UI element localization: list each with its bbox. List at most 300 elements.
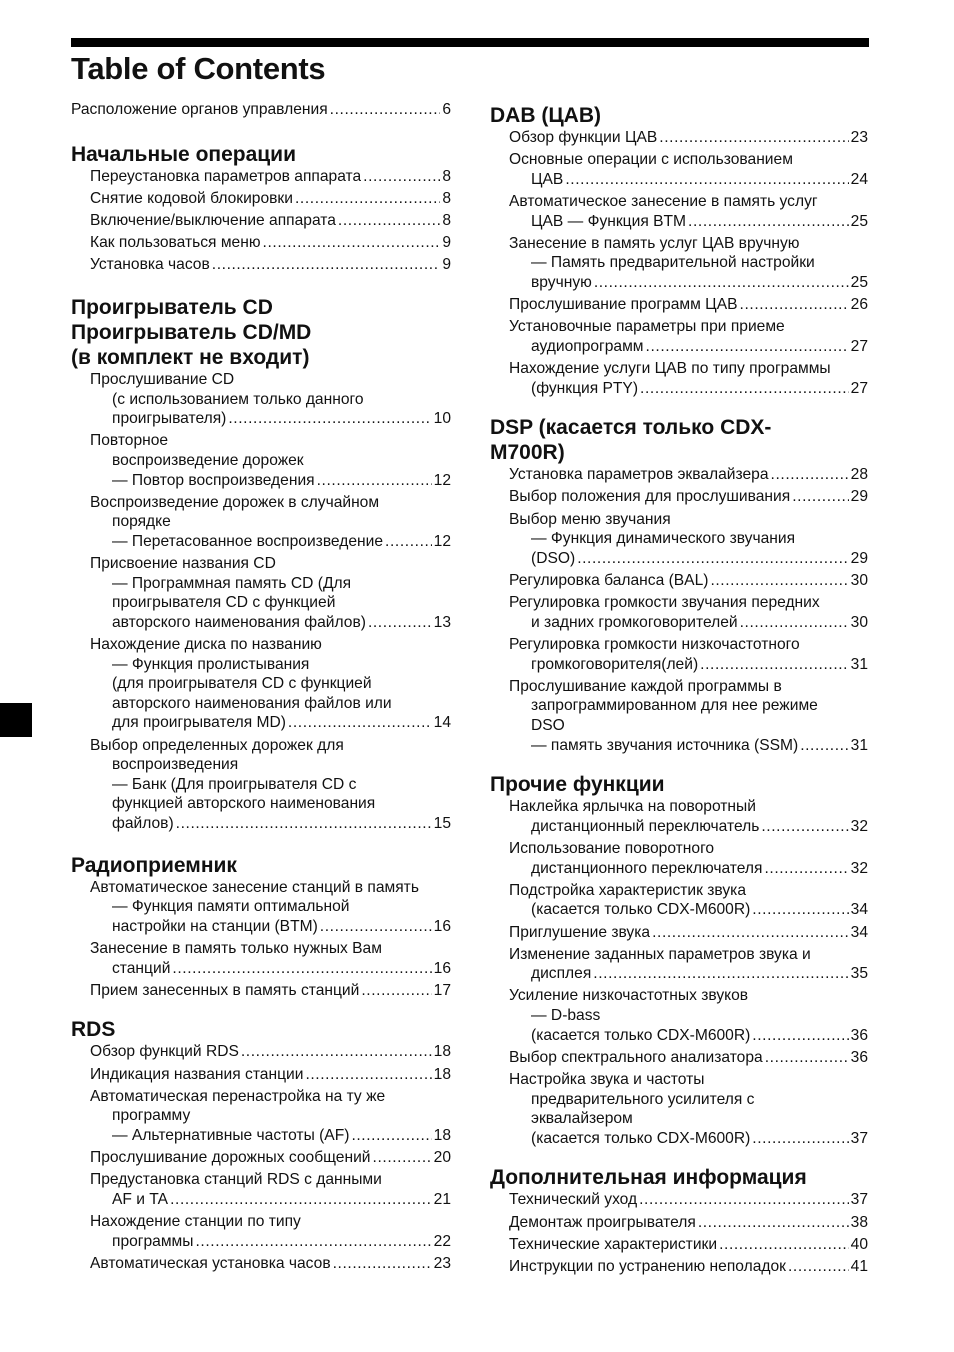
toc-entry-line: (с использованием только данного [112,390,364,408]
dot-leader [765,1048,849,1068]
dot-leader [752,1026,848,1046]
page-number: 30 [850,613,868,631]
section-rds [71,1017,451,1273]
toc-entry [490,192,868,231]
toc-entry-text: — Перетасованное воспроизведение [112,532,384,550]
toc-entry [490,1048,868,1068]
toc-entry [490,593,868,632]
toc-entry-text: Обзор функций RDS [90,1043,239,1061]
dot-leader [288,713,432,733]
toc-entry-text: Обзор функции ЦАВ [509,129,658,146]
section-heading: DAB (ЦАВ) [490,104,601,127]
toc-entry [490,986,868,1045]
dot-leader [577,549,848,569]
page-number: 32 [850,817,868,835]
page-number: 23 [433,1254,451,1272]
toc-entry-line [509,613,868,633]
dot-leader [320,917,432,937]
dot-leader [176,814,432,834]
toc-entry-text: дистанционный переключатель [531,817,760,835]
toc-entry-line: запрограммированном для нее режиме [531,697,818,715]
toc-entry [490,1257,868,1277]
toc-entry-line [90,959,451,979]
page-number: 29 [850,549,868,567]
toc-entry-line: порядке [112,513,171,531]
toc-entry [490,635,868,674]
toc-entry-line: DSO [531,716,565,734]
page-number: 31 [850,736,868,754]
toc-entry [490,1190,868,1210]
toc-entry [490,465,868,485]
page-number: 37 [850,1129,868,1147]
toc-entry [490,677,868,755]
page-title: Table of Contents [71,51,326,86]
page-number: 25 [850,273,868,291]
toc-entry-text: Выбор положения для прослушивания [509,488,791,506]
toc-entry-line: воспроизведения [112,756,239,774]
toc-entry-line: Регулировка громкости звучания передних [509,594,820,612]
toc-entry-line [509,655,868,675]
toc-entry-text: Установка параметров эквалайзера [509,466,769,484]
dot-leader [361,981,431,1001]
toc-entry-text: Прослушивание дорожных сообщений [90,1149,371,1167]
toc-entry [490,1070,868,1148]
toc-entry [71,736,451,834]
toc-entry [490,923,868,943]
toc-entry-line [90,189,451,209]
page-number: 9 [442,256,451,274]
toc-entry [490,881,868,920]
toc-entry-line [509,1129,868,1149]
dot-leader [752,900,848,920]
toc-entry-line: функцией авторского наименования [112,795,376,813]
section-other [490,772,868,1148]
dot-leader [330,100,441,120]
toc-entry [490,797,868,836]
page-number: 13 [433,613,451,631]
toc-entry-line: Автоматическое занесение станций в память [90,878,419,896]
section-extra [490,1165,868,1276]
toc-entry-line [509,1190,868,1210]
toc-entry-line: Настройка звука и частоты [509,1071,705,1089]
page-number: 22 [433,1232,451,1250]
page-number: 28 [850,466,868,484]
toc-entry [490,1213,868,1233]
section-cd [71,295,451,834]
toc-entry [490,839,868,878]
dot-leader [212,255,441,275]
toc-entry-line [509,337,868,357]
toc-entry [71,1170,451,1209]
toc-entry-text: Технические характеристики [509,1235,718,1253]
toc-entry [71,493,451,552]
dot-leader [195,1232,431,1252]
toc-entry-line [509,273,868,293]
toc-entry [490,571,868,591]
toc-entry-line: Нахождение диска по названию [90,636,322,654]
toc-entry-line: Нахождение станции по типу [90,1213,301,1231]
toc-entry-text: (касается только CDX-M600R) [531,901,751,919]
toc-entry-line [90,1042,451,1062]
page-number: 38 [850,1213,868,1231]
toc-entry-line: Повторное [90,432,169,450]
toc-entry [490,359,868,398]
toc-entry [71,878,451,937]
page-number: 14 [433,714,451,732]
page-number: 17 [433,981,451,999]
toc-entry-line: проигрывателя CD с функцией [112,594,336,612]
toc-entry-line [90,713,451,733]
toc-entry-text: Установка часов [90,256,210,274]
toc-entry-line [509,379,868,399]
toc-entry-line [509,736,868,756]
page-number: 31 [850,655,868,673]
dot-leader [710,571,848,591]
toc-entry-line: (для проигрывателя CD с функцией [112,675,372,693]
toc-entry [490,317,868,356]
toc-entry-text: и задних громкоговорителей [531,613,738,631]
dot-leader [764,859,848,879]
toc-left-column [71,100,451,1276]
toc-entry-text: громкоговорителя(лей) [531,655,699,673]
toc-entry-text: — Альтернативные частоты (AF) [112,1126,350,1144]
page-number: 8 [442,167,451,185]
toc-entry [71,1042,451,1062]
page-number: 16 [433,917,451,935]
toc-entry-line [90,1190,451,1210]
dot-leader [698,1213,849,1233]
toc-entry [71,167,451,187]
toc-entry-line [509,571,868,591]
toc-entry-line [509,549,868,569]
toc-entry-text: Снятие кодовой блокировки [90,189,293,207]
toc-entry [71,233,451,253]
dot-leader [317,471,432,491]
toc-entry-text: Регулировка баланса (BAL) [509,572,709,590]
toc-entry-text: Выбор спектрального анализатора [509,1048,763,1066]
page-number: 36 [850,1026,868,1044]
toc-entry-line: Прослушивание каждой программы в [509,677,782,695]
toc-entry-line [90,1254,451,1274]
page-number: 34 [850,901,868,919]
toc-entry-text: Включение/выключение аппарата [90,211,336,229]
toc-entry [71,370,451,429]
toc-entry-top [71,100,451,120]
toc-entry [71,189,451,209]
toc-entry-text: (касается только CDX-M600R) [531,1129,751,1147]
page-number: 9 [442,234,451,252]
page-number: 18 [433,1043,451,1061]
toc-entry-line [90,167,451,187]
toc-entry-text: Автоматическая установка часов [90,1254,331,1272]
toc-entry-text: Технический уход [509,1191,638,1209]
page-number: 41 [850,1257,868,1275]
toc-entry-line [90,1148,451,1168]
section-heading: Радиоприемник [71,853,237,877]
toc-entry-line [71,100,451,120]
toc-entry-line: Установочные параметры при приеме [509,318,785,336]
dot-leader [565,170,848,190]
toc-entry-line [509,295,868,315]
page-number: 40 [850,1235,868,1253]
toc-entry-text: дистанционного переключателя [531,859,763,877]
toc-entry-line [509,1026,868,1046]
section-heading: Проигрыватель CD/MD [71,320,312,344]
toc-entry [71,635,451,733]
dot-leader [594,273,849,293]
toc-entry [490,1235,868,1255]
toc-entry-line [509,128,868,148]
toc-entry-text: настройки на станции (BTM) [112,917,318,935]
toc-entry [490,945,868,984]
toc-entry [71,1254,451,1274]
toc-entry-line: — Функция памяти оптимальной [112,898,350,916]
dot-leader [659,128,848,148]
toc-entry-text: (DSO) [531,549,576,567]
dot-leader [172,959,431,979]
toc-entry-line [509,923,868,943]
toc-entry [490,295,868,315]
toc-entry-line: Нахождение услуги ЦАВ по типу программы [509,360,831,378]
toc-entry-line [509,170,868,190]
toc-entry-text: Расположение органов управления [71,101,328,118]
toc-entry-line: Усиление низкочастотных звуков [509,987,749,1005]
dot-leader [640,379,849,399]
page-number: 36 [850,1048,868,1066]
dot-leader [338,211,440,231]
dot-leader [788,1257,849,1277]
toc-entry [71,1148,451,1168]
side-tab-marker [0,703,32,737]
section-heading: Прочие функции [490,773,665,797]
toc-entry-line: Прослушивание CD [90,370,235,388]
dot-leader [652,923,849,943]
toc-entry-line: Занесение в память только нужных Вам [90,939,382,957]
dot-leader [305,1065,431,1085]
toc-entry-text: файлов) [112,814,174,832]
toc-entry-line: Изменение заданных параметров звука и [509,945,811,963]
toc-entry [71,431,451,490]
toc-entry-line: Занесение в память услуг ЦАВ вручную [509,234,800,252]
toc-entry-line [509,964,868,984]
page-number: 18 [433,1065,451,1083]
toc-entry-line [509,1048,868,1068]
page-number: 30 [850,572,868,590]
page-number: 27 [850,379,868,397]
toc-entry-text: Приглушение звука [509,923,651,941]
toc-entry [71,255,451,275]
dot-leader [771,465,849,485]
toc-entry-line: Наклейка ярлычка на поворотный [509,798,756,816]
section-dsp [490,415,868,755]
dot-leader [351,1126,431,1146]
toc-entry [490,487,868,507]
toc-entry-line [90,814,451,834]
dot-leader [740,613,849,633]
toc-entry-line: Выбор определенных дорожек для [90,736,344,754]
toc-entry-text: авторского наименования файлов) [112,613,366,631]
toc-entry-text: — память звучания источника (SSM) [531,736,799,754]
toc-entry [71,1212,451,1251]
toc-entry [490,150,868,189]
section-heading: M700R) [490,441,565,465]
toc-entry-line [90,211,451,231]
dot-leader [646,337,849,357]
toc-entry-text: Прослушивание программ ЦАВ [509,296,738,314]
page-number: 25 [850,212,868,230]
section-heading: Проигрыватель CD [71,295,273,319]
toc-entry-line: Подстройка характеристик звука [509,881,746,899]
section-heading: Дополнительная информация [490,1166,807,1190]
page-number: 6 [442,101,451,118]
toc-entry-line: Основные операции с использованием [509,151,793,169]
toc-entry-line: — Функция пролистывания [112,655,310,673]
toc-entry-text: Индикация названия станции [90,1065,304,1083]
dot-leader [385,532,432,552]
page-number: 21 [433,1190,451,1208]
toc-entry-line [509,1235,868,1255]
toc-entry-line [509,817,868,837]
toc-entry-line [90,1232,451,1252]
section-heading: Начальные операции [71,142,297,166]
toc-entry-line [509,465,868,485]
toc-entry [71,100,451,120]
page-number: 8 [442,189,451,207]
page-number: 10 [433,410,451,428]
page-number: 29 [850,488,868,506]
toc-entry-line [90,917,451,937]
dot-leader [792,487,848,507]
toc-entry-text: программы [112,1232,194,1250]
dot-leader [228,409,431,429]
page-number: 12 [433,532,451,550]
toc-entry-line [509,900,868,920]
dot-leader [700,655,849,675]
toc-entry-line: — Банк (Для проигрывателя CD с [112,775,357,793]
top-rule [71,38,869,47]
toc-entry-line [90,981,451,1001]
toc-entry-line [90,1065,451,1085]
toc-entry-text: (касается только CDX-M600R) [531,1026,751,1044]
toc-entry-line: — Память предварительной настройки [531,254,815,272]
toc-entry-text: дисплея [531,965,592,983]
toc-entry-line [509,1213,868,1233]
toc-entry-text: ЦАВ [531,170,564,188]
page-number: 23 [850,129,868,146]
dot-leader [373,1148,432,1168]
toc-entry-text: — Повтор воспроизведения [112,471,315,489]
toc-entry-text: Демонтаж проигрывателя [509,1213,696,1231]
toc-entry [71,211,451,231]
toc-entry-line [90,233,451,253]
page-number: 20 [433,1149,451,1167]
section-radio [71,853,451,1001]
toc-entry-line: Воспроизведение дорожек в случайном [90,493,380,511]
toc-entry-line: воспроизведение дорожек [112,451,304,469]
dot-leader [688,212,849,232]
toc-entry [71,554,451,632]
page-number: 16 [433,959,451,977]
page-number: 18 [433,1126,451,1144]
page-number: 12 [433,471,451,489]
toc-entry-text: AF и TA [112,1190,169,1208]
page-number: 27 [850,337,868,355]
toc-entry-line: авторского наименования файлов или [112,694,392,712]
toc-entry-text: (функция PTY) [531,379,639,397]
toc-entry-line: Автоматическое занесение в память услуг [509,192,818,210]
toc-entry-text: вручную [531,273,592,291]
toc-entry-line [90,255,451,275]
dot-leader [295,189,440,209]
toc-right-column [490,100,868,1279]
section-heading: RDS [71,1018,116,1042]
page-number: 37 [850,1191,868,1209]
toc-entry [71,981,451,1001]
toc-entry-line [509,859,868,879]
dot-leader [800,736,848,756]
toc-entry [490,128,868,148]
dot-leader [593,964,848,984]
dot-leader [263,233,441,253]
toc-entry-line: Выбор меню звучания [509,510,671,528]
toc-entry-line: предварительного усилителя с [531,1090,755,1108]
toc-entry-text: аудиопрограмм [531,337,644,355]
toc-entry-text: ЦАВ — Функция BTM [531,212,687,230]
page-number: 34 [850,923,868,941]
dot-leader [363,167,440,187]
toc-entry-line: программу [112,1107,191,1125]
page-number: 35 [850,965,868,983]
page-number: 32 [850,859,868,877]
toc-entry-line: Предустановка станций RDS с данными [90,1171,382,1189]
toc-entry-line: эквалайзером [531,1110,633,1128]
toc-entry-line: Автоматическая перенастройка на ту же [90,1087,386,1105]
section-heading: (в комплект не входит) [71,345,310,369]
toc-entry-line [90,613,451,633]
section-dab [490,103,868,398]
page-number: 24 [850,170,868,188]
toc-entry-text: Прием занесенных в память станций [90,981,360,999]
toc-entry-text: проигрывателя) [112,410,227,428]
dot-leader [740,295,849,315]
toc-entry-text: станций [112,959,171,977]
toc-entry [490,234,868,293]
toc-entry-line [509,487,868,507]
toc-entry-line [509,1257,868,1277]
toc-entry-line: — Функция динамического звучания [531,530,796,548]
page-number: 8 [442,211,451,229]
toc-entry-text: для проигрывателя MD) [112,714,286,732]
toc-entry [71,1065,451,1085]
page-number: 15 [433,814,451,832]
dot-leader [170,1190,432,1210]
toc-entry-line: Регулировка громкости низкочастотного [509,636,800,653]
toc-entry-line: Присвоение названия CD [90,555,276,573]
section-start [71,142,451,275]
toc-entry-line: — D-bass [531,1007,601,1025]
toc-entry [490,510,868,569]
dot-leader [752,1129,848,1149]
toc-entry-line: — Программная память CD (Для [112,574,352,592]
toc-entry-text: Как пользоваться меню [90,234,261,252]
dot-leader [368,613,432,633]
toc-entry-line [90,471,451,491]
toc-entry-line: Использование поворотного [509,839,715,857]
dot-leader [719,1235,849,1255]
dot-leader [761,817,848,837]
toc-entry-line [509,212,868,232]
page-number: 26 [850,296,868,314]
